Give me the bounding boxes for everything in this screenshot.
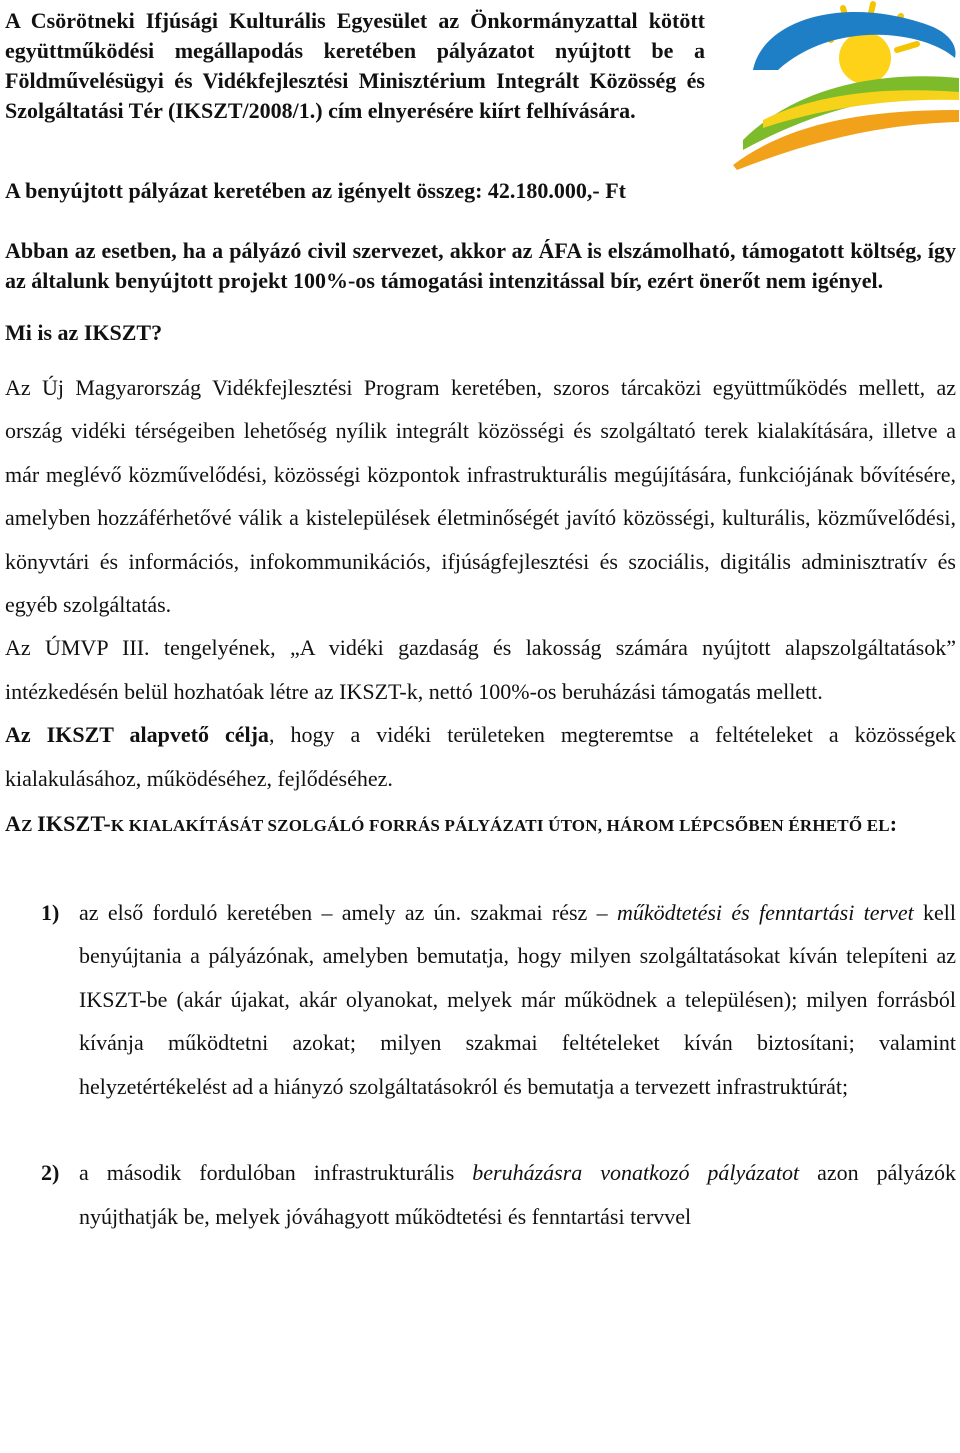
paragraph-program: Az Új Magyarország Vidékfejlesztési Program keretében, szoros tárcaközi együttműködés mellett, az ország vidéki térségeiben lehetőség nyílik integrált közösségi és szolgáltató terek kialakítására, illetve a már meglévő közművelődési, közösségi központok infrastrukturális megújítására, funkciójának bővítésére, amelyben hozzáférhetővé válik a kistelepülések életminőségét javító közösségi, kulturális, közművelődési, könyvtári és információs, infokommunikációs, ifjúságfejlesztési és szociális, digitális adminisztratív és egyéb szolgáltatás. (5, 375, 956, 618)
heading-part: K KIALAKÍTÁSÁT SZOLGÁLÓ FORRÁS PÁLYÁZATI ÚTON, HÁROM LÉPCSŐBEN ÉRHETŐ EL (110, 816, 890, 836)
heading-part: A (5, 811, 22, 837)
afa-paragraph: Abban az esetben, ha a pályázó civil szervezet, akkor az ÁFA is elszámolható, támogatott költség, így az általunk benyújtott projekt 100%-os támogatási intenzitással bír, ezért önerőt nem igényel. (5, 238, 956, 293)
list-item (5, 1151, 956, 1238)
section-heading (5, 802, 956, 847)
list-item-text: az első forduló keretében – amely az ún. szakmai rész – (79, 900, 617, 926)
heading-part: IKSZT- (37, 811, 111, 837)
goal-bold-label: Az IKSZT alapvető célja (5, 722, 269, 748)
section-question-title: Mi is az IKSZT? (5, 320, 163, 345)
list-item-number: 1) (41, 900, 60, 926)
heading-part: : (889, 811, 898, 837)
steps-list (5, 891, 956, 1238)
list-item (5, 891, 956, 1108)
list-item-number: 2) (41, 1160, 60, 1186)
list-item-text: a második fordulóban infrastrukturális (79, 1160, 473, 1186)
intro-text: A Csörötneki Ifjúsági Kulturális Egyesület az Önkormányzattal kötött együttműködési megállapodás keretében pályázatot nyújtott be a Földművelésügyi és Vidékfejlesztési Minisztérium Integrált Közösség és Szolgáltatási Tér (IKSZT/2008/1.) cím elnyerésére kiírt felhívására. (5, 8, 705, 123)
sun-landscape-logo-icon (723, 0, 960, 170)
header-section (5, 0, 956, 220)
list-item-italic: működtetési és fenntartási tervet (616, 900, 914, 926)
paragraph-goal (5, 713, 956, 800)
goal-text: , hogy a vidéki területeken megteremtse a feltételeket a közösségek kialakulásához, működéséhez, fejlődéséhez. (5, 722, 957, 791)
list-item-text: kell benyújtania a pályázónak, amelyben bemutatja, hogy milyen szolgáltatásokat kíván telepíteni az IKSZT-be (akár újakat, akár olyanokat, melyek már működnek a településen); milyen forrásból kívánja működtetni azokat; milyen szakmai feltételeket kíván biztosítani; valamint helyzetértékelést ad a hiányzó szolgáltatásokról és bemutatja a tervezett infrastruktúrát; (79, 900, 957, 1099)
list-item-text: azon pályázók nyújthatják be, melyek jóváhagyott működtetési és fenntartási tervvel (79, 1160, 956, 1229)
heading-part: Z (21, 816, 38, 836)
list-item-italic: beruházásra vonatkozó pályázatot (472, 1160, 800, 1186)
requested-amount: A benyújtott pályázat keretében az igényelt összeg: 42.180.000,- Ft (5, 178, 626, 203)
paragraph-umvp: Az ÚMVP III. tengelyének, „A vidéki gazdaság és lakosság számára nyújtott alapszolgáltatások” intézkedésén belül hozhatóak létre az IKSZT-k, nettó 100%-os beruházási támogatás mellett. (5, 635, 956, 704)
document-page (5, 0, 956, 1238)
